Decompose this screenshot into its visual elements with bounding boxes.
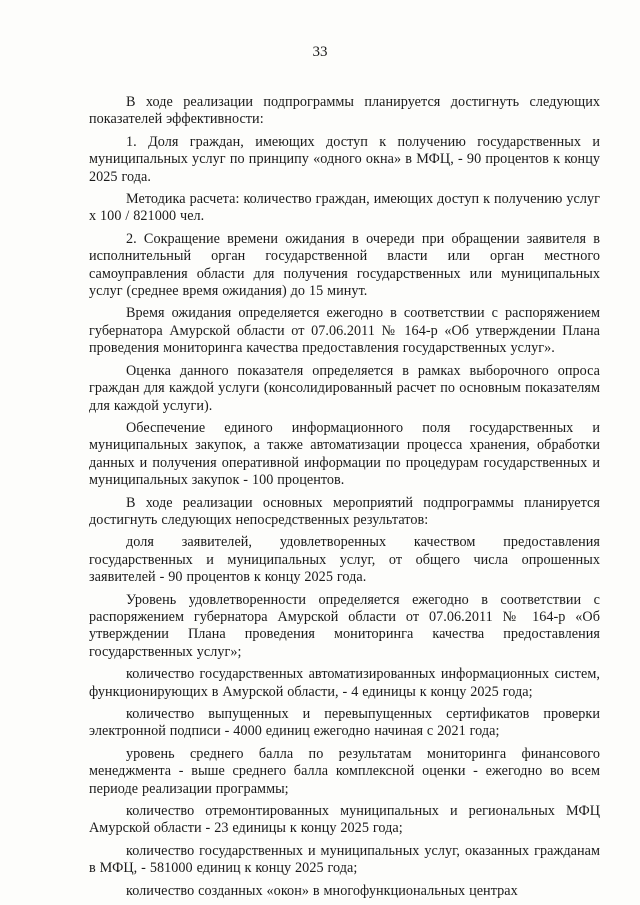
paragraph: В ходе реализации основных мероприятий подпрограммы планируется достигнуть следующих непосредственных результатов: [89,494,600,528]
paragraph: 1. Доля граждан, имеющих доступ к получению государственных и муниципальных услуг по принципу «одного окна» в МФЦ, - 90 процентов к концу 2025 года. [89,133,600,185]
paragraph: количество государственных и муниципальных услуг, оказанных гражданам в МФЦ, - 581000 единиц к концу 2025 года; [89,842,600,877]
paragraph: количество созданных «окон» в многофункциональных центрах [126,882,518,899]
paragraph: количество выпущенных и перевыпущенных сертификатов проверки электронной подписи - 4000 единиц ежегодно начиная с 2021 года; [89,706,600,740]
paragraph: Уровень удовлетворенности определяется ежегодно в соответствии с распоряжением губернатора Амурской области от 07.06.2011 № 164-р «Об утверждении Плана проведения мониторинга качества предоставления государственных услуг»; [89,591,600,660]
paragraph: Методика расчета: количество граждан, имеющих доступ к получению услуг х 100 / 821000 чел. [89,191,600,225]
paragraph: уровень среднего балла по результатам мониторинга финансового менеджмента - выше среднего балла комплексной оценки - ежегодно во всем периоде реализации программы; [89,745,600,797]
paragraph: В ходе реализации подпрограммы планируется достигнуть следующих показателей эффективности: [89,94,600,128]
page-number: 33 [312,44,328,60]
paragraph: количество государственных автоматизированных информационных систем, функционирующих в Амурской области, - 4 единицы к концу 2025 года; [89,666,600,700]
paragraph: Оценка данного показателя определяется в рамках выборочного опроса граждан для каждой услуги (консолидированный расчет по основным показателям для каждой услуги). [89,362,600,414]
paragraph: Время ожидания определяется ежегодно в соответствии с распоряжением губернатора Амурской области от 07.06.2011 № 164-р «Об утверждении Плана проведения мониторинга качества предоставления государственных услуг». [89,305,600,357]
paragraph: Обеспечение единого информационного поля государственных и муниципальных закупок, а также автоматизации процесса хранения, обработки данных и получения оперативной информации по процедурам государственных и муниципальных закупок - 100 процентов. [89,419,600,489]
document-body [89,94,600,905]
paragraph: доля заявителей, удовлетворенных качеством предоставления государственных и муниципальных услуг, от общего числа опрошенных заявителей - 90 процентов к концу 2025 года. [89,534,600,586]
paragraph: количество отремонтированных муниципальных и региональных МФЦ Амурской области - 23 единицы к концу 2025 года; [89,803,600,837]
paragraph: 2. Сокращение времени ожидания в очереди при обращении заявителя в исполнительный орган государственной власти или орган местного самоуправления области для получения государственных или муниципальных услуг (среднее время ожидания) до 15 минут. [89,230,600,300]
